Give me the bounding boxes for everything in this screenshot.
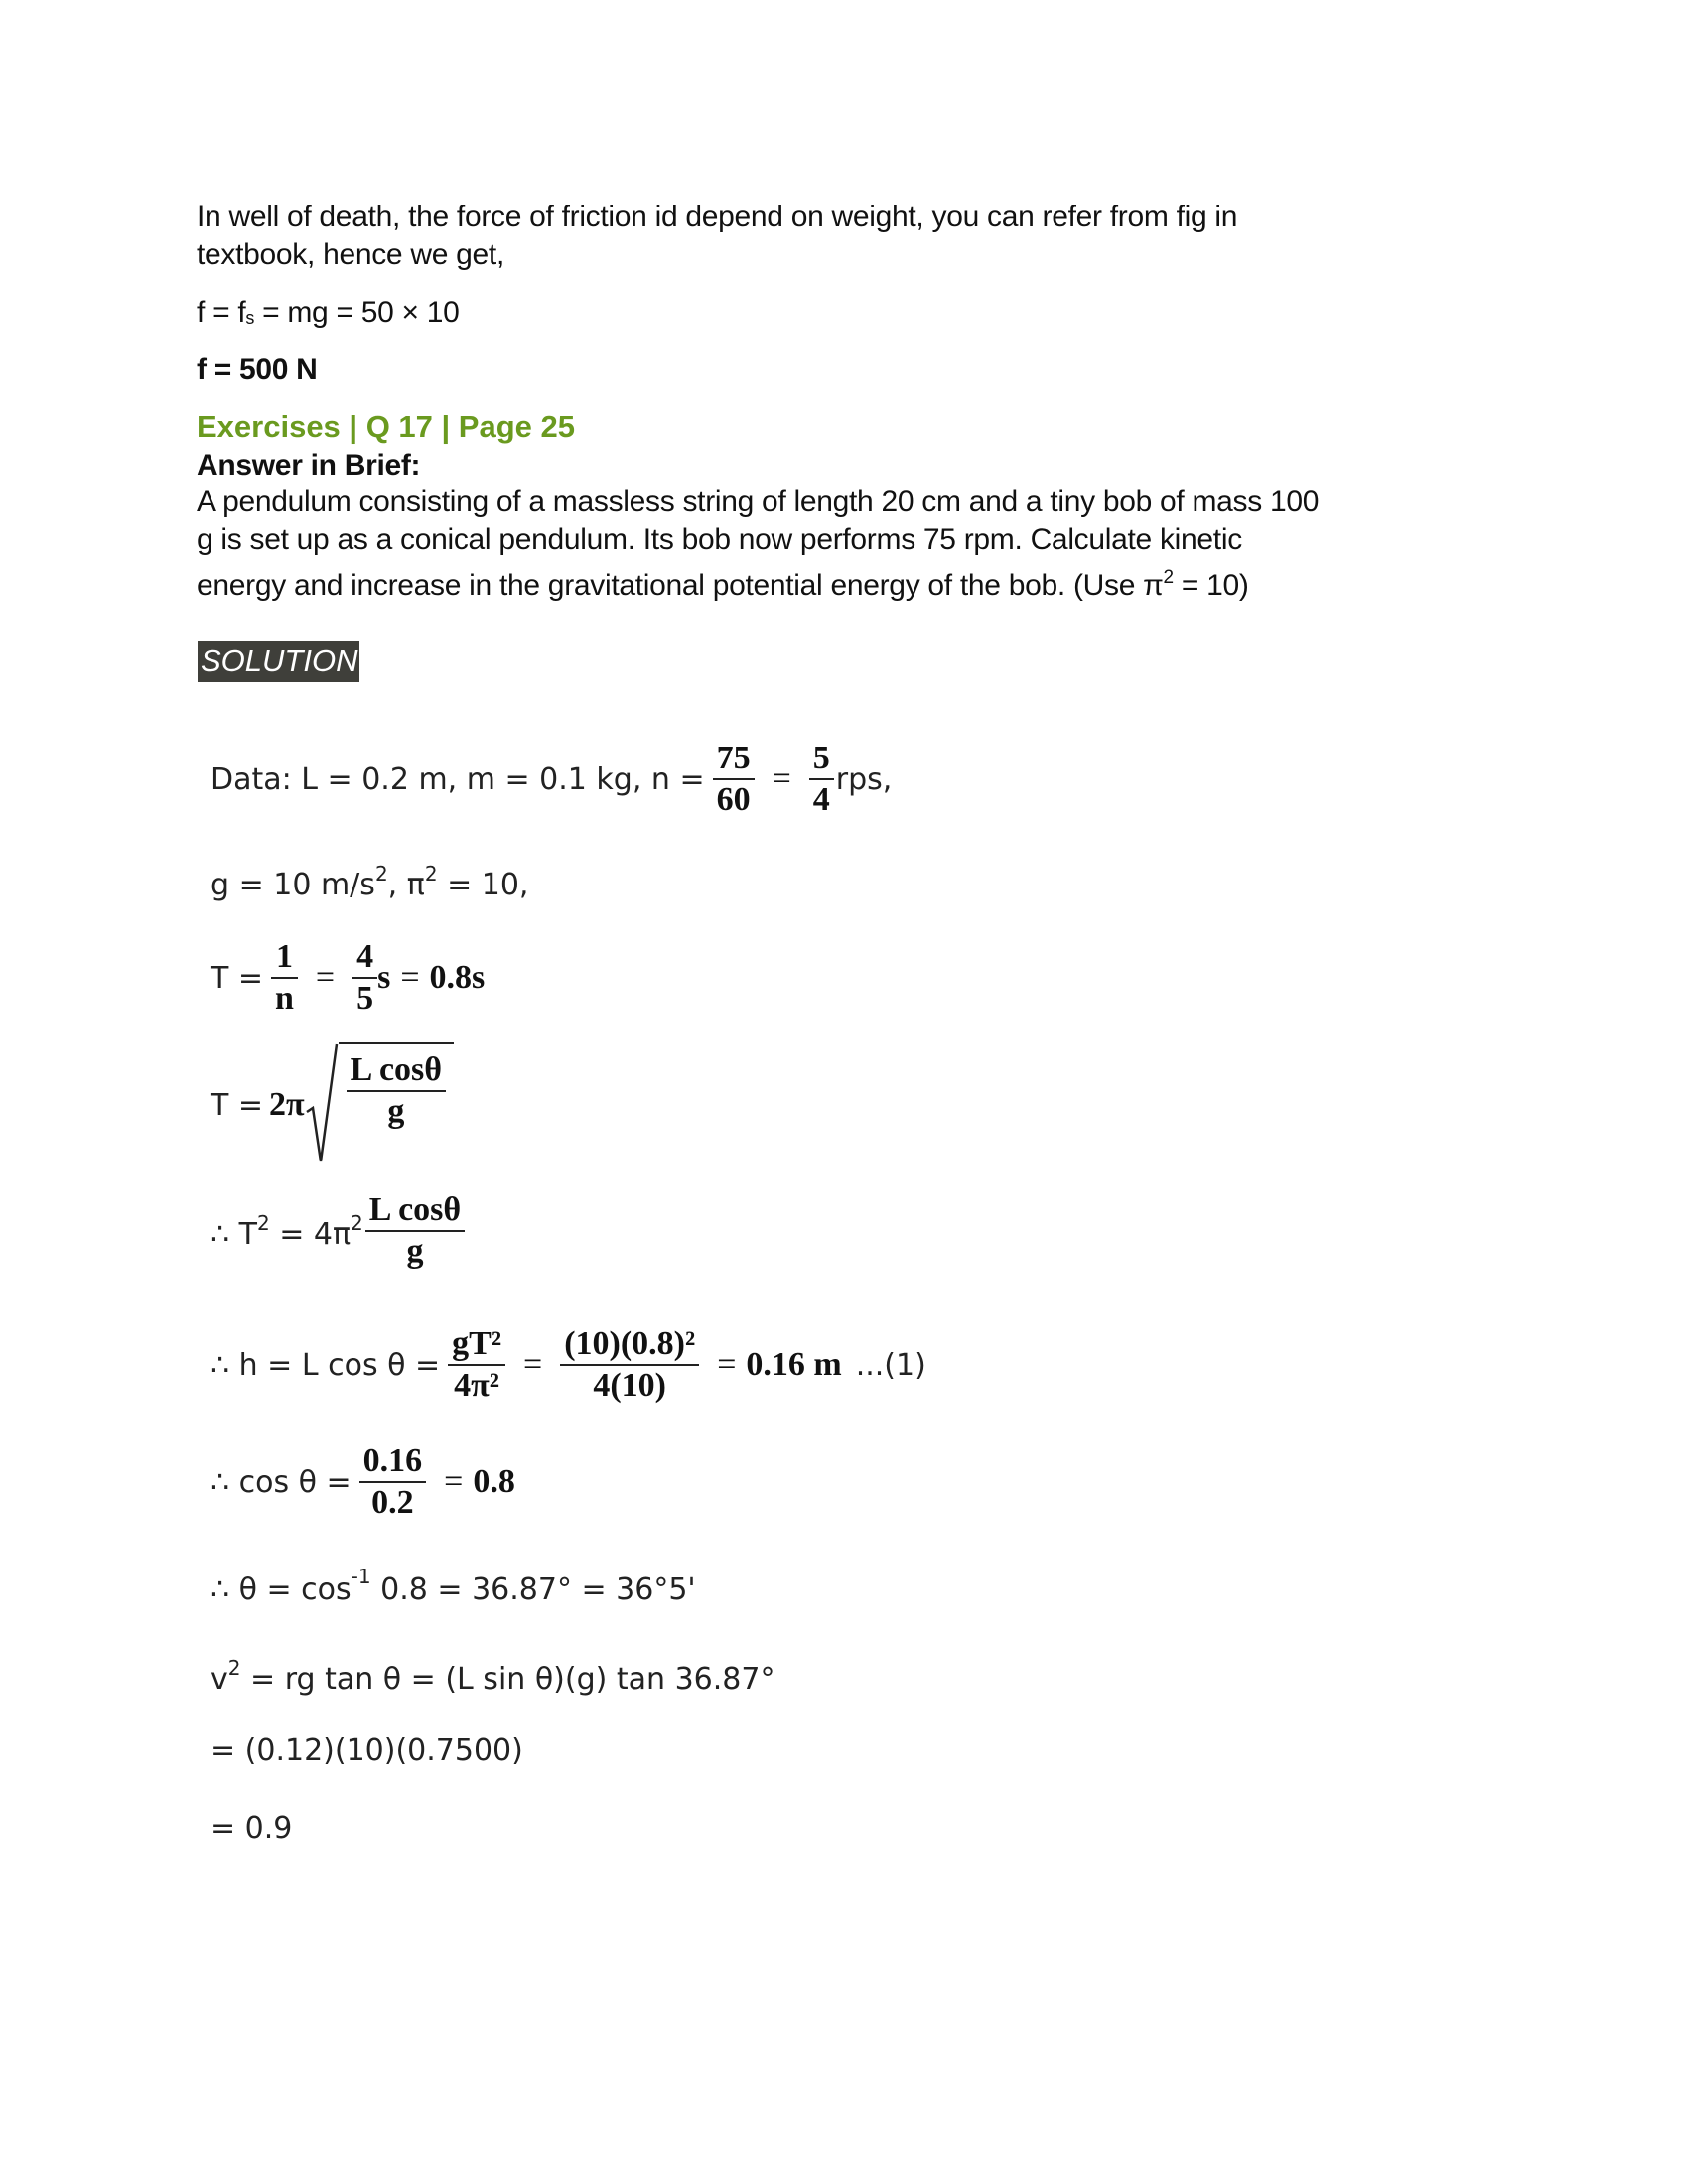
question-line: g is set up as a conical pendulum. Its bob now performs 75 rpm. Calculate kinetic: [197, 523, 1242, 556]
velocity-step-1: = (0.12)(10)(0.7500): [211, 1733, 523, 1768]
question-text: [197, 483, 1319, 605]
intro-line: textbook, hence we get,: [197, 238, 504, 271]
constants-line: g = 10 $m/s^2$, $\pi^2 = 10$,: [211, 862, 529, 902]
data-line: Data: L = 0.2 m, m = 0.1 kg, n = $\frac{75}{60}$ = $\frac{5}{4}$ rps,: [211, 740, 893, 818]
velocity-step-2: = 0.9: [211, 1811, 293, 1845]
friction-equation: f = fs = mg = 50 × 10: [197, 296, 460, 329]
question-type-label: Answer in Brief:: [197, 449, 421, 481]
period-squared-line: ∴ $T^2 = 4\pi^2$ $\frac{\text{L cosθ}}{g}$: [211, 1181, 473, 1281]
solution-badge: SOLUTION: [198, 641, 359, 682]
intro-paragraph: [197, 199, 1237, 274]
height-line: ∴ h = L cos θ = $\frac{\text{gT²}}{\text{4π²}}$ = $\frac{\text{(10)(0.8)²}}{4(10)}$ = 0.16 m ...(1): [211, 1325, 926, 1404]
velocity-line: $v^2$ = rg tan θ = (L sin θ)(g) tan 36.87°: [211, 1656, 775, 1697]
radical-sign-icon: [305, 1042, 339, 1167]
period-formula-line: T = 2π $\frac{\text{L cosθ}}{g}$: [211, 1040, 454, 1169]
question-line: A pendulum consisting of a massless string of length 20 cm and a tiny bob of mass 100: [197, 485, 1320, 518]
square-root: $\frac{\text{L cosθ}}{g}$: [305, 1042, 454, 1167]
theta-line: ∴ $\theta = \cos^{-1} 0.8 = 36.87^\circ = 36^\circ 5'$: [211, 1565, 696, 1607]
intro-line: In well of death, the force of friction id depend on weight, you can refer from fig in: [197, 201, 1238, 233]
cos-theta-line: ∴ cos θ = $\frac{0.16}{0.2}$ = 0.8: [211, 1442, 515, 1521]
question-line: energy and increase in the gravitational potential energy of the bob. (Use $\pi^2 = 10$): [197, 567, 1249, 602]
friction-result: f = 500 N: [197, 353, 318, 386]
period-line: T = $\frac{1}{n}$ = $\frac{4}{5}$ s = 0.8s: [211, 938, 486, 1017]
question-heading[interactable]: Exercises | Q 17 | Page 25: [197, 409, 575, 444]
fraction-75-60: $\frac{75}{60}$: [713, 739, 755, 820]
fraction-5-4: $\frac{5}{4}$: [809, 739, 834, 820]
